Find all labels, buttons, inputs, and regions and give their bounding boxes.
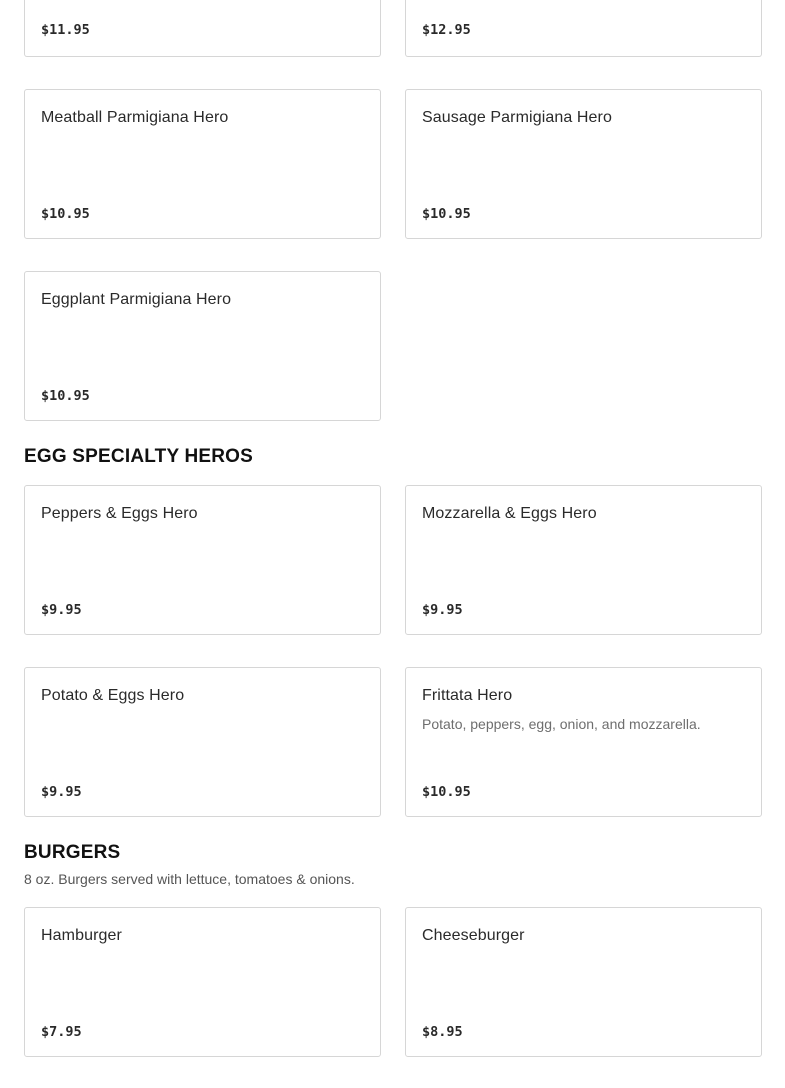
item-price: $11.95: [41, 22, 90, 38]
menu-item-card[interactable]: [24, 89, 381, 239]
section-title-burgers: BURGERS: [24, 842, 121, 863]
item-price: $12.95: [422, 22, 471, 38]
menu-item-card[interactable]: [24, 271, 381, 421]
section-title-egg-specialty: EGG SPECIALTY HEROS: [24, 446, 254, 467]
item-name: Hamburger: [41, 927, 122, 944]
menu-item-card[interactable]: [405, 667, 762, 817]
menu-item-card[interactable]: [24, 667, 381, 817]
item-name: Mozzarella & Eggs Hero: [422, 505, 597, 522]
item-price: $10.95: [41, 206, 90, 222]
section-subtitle-burgers: 8 oz. Burgers served with lettuce, tomatoes & onions.: [24, 871, 355, 887]
menu-item-card[interactable]: [405, 485, 762, 635]
item-price: $10.95: [422, 784, 471, 800]
menu-item-card[interactable]: [405, 0, 762, 57]
item-price: $10.95: [41, 388, 90, 404]
menu-item-card[interactable]: [405, 89, 762, 239]
item-price: $8.95: [422, 1024, 463, 1040]
item-name: Meatball Parmigiana Hero: [41, 109, 229, 126]
item-name: Frittata Hero: [422, 687, 513, 704]
item-name: Peppers & Eggs Hero: [41, 505, 198, 522]
item-price: $9.95: [422, 602, 463, 618]
item-name: Cheeseburger: [422, 927, 525, 944]
item-price: $9.95: [41, 784, 82, 800]
item-price: $10.95: [422, 206, 471, 222]
item-price: $9.95: [41, 602, 82, 618]
menu-item-card[interactable]: [24, 485, 381, 635]
menu-item-card[interactable]: [405, 907, 762, 1057]
menu-item-card[interactable]: [24, 0, 381, 57]
item-name: Sausage Parmigiana Hero: [422, 109, 612, 126]
item-price: $7.95: [41, 1024, 82, 1040]
item-name: Potato & Eggs Hero: [41, 687, 185, 704]
menu-item-card[interactable]: [24, 907, 381, 1057]
item-name: Eggplant Parmigiana Hero: [41, 291, 232, 308]
item-description: Potato, peppers, egg, onion, and mozzarella.: [422, 716, 701, 732]
